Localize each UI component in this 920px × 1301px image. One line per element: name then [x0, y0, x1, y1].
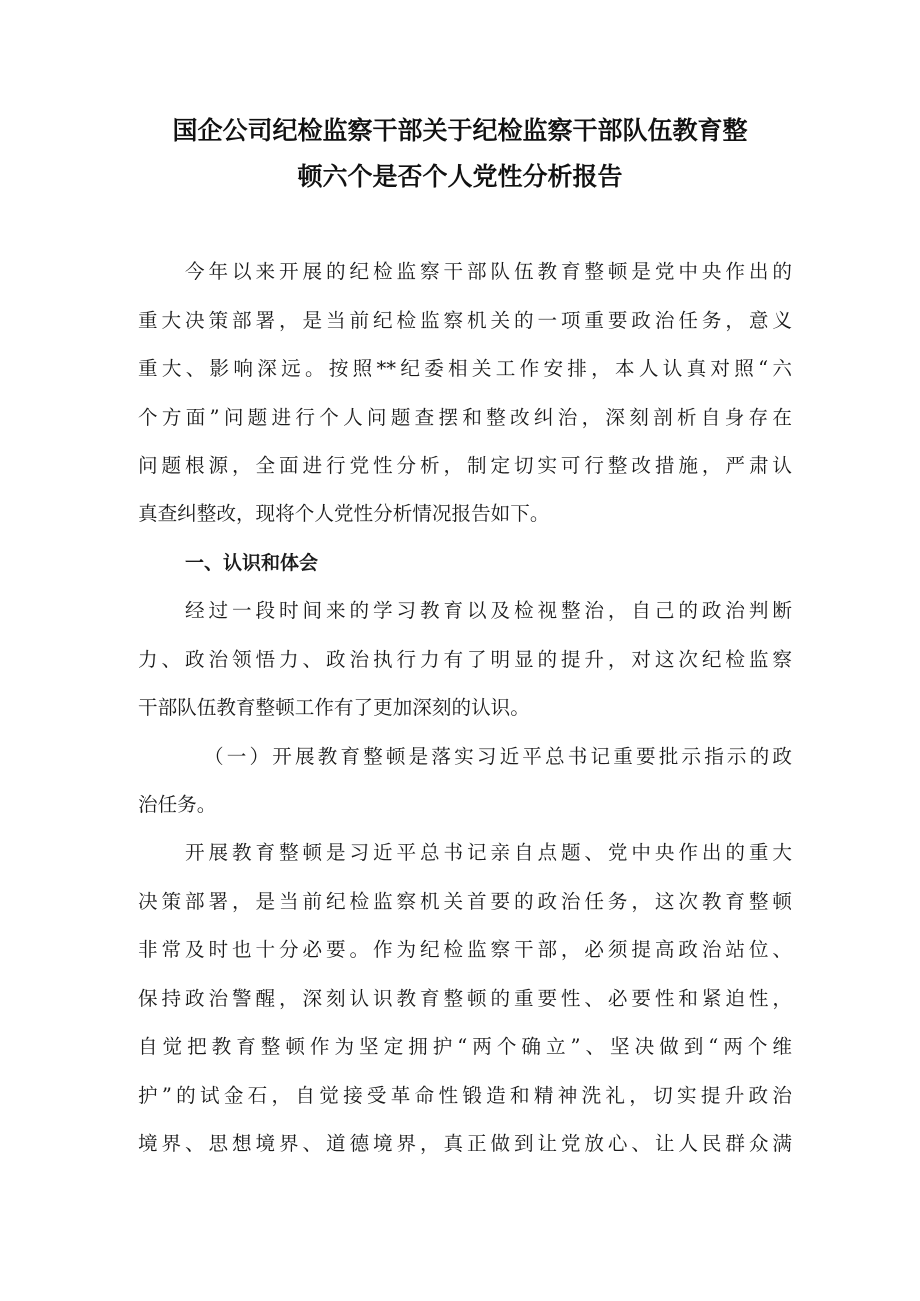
- body-line: 经过一段时间来的学习教育以及检视整治，自己的政治判断: [185, 599, 792, 622]
- title-line-1: 国企公司纪检监察干部关于纪检监察干部队伍教育整: [172, 116, 748, 145]
- subsection-heading-continued: 治任务。: [138, 793, 217, 816]
- body-line: 保持政治警醒，深刻认识教育整顿的重要性、必要性和紧迫性，: [138, 987, 792, 1010]
- body-line: 今年以来开展的纪检监察干部队伍教育整顿是党中央作出的: [185, 260, 792, 283]
- section-heading: 一、认识和体会: [185, 552, 319, 574]
- body-line: 开展教育整顿是习近平总书记亲自点题、党中央作出的重大: [185, 841, 792, 864]
- body-line: 护”的试金石，自觉接受革命性锻造和精神洗礼，切实提升政治: [138, 1084, 792, 1107]
- subsection-heading: （一）开展教育整顿是落实习近平总书记重要批示指示的政: [204, 745, 792, 768]
- body-line: 非常及时也十分必要。作为纪检监察干部，必须提高政治站位、: [138, 938, 792, 961]
- body-line: 个方面”问题进行个人问题查摆和整改纠治，深刻剖析自身存在: [138, 406, 792, 429]
- title-line-2: 顿六个是否个人党性分析报告: [297, 162, 623, 191]
- body-line: 干部队伍教育整顿工作有了更加深刻的认识。: [138, 696, 530, 719]
- body-line: 问题根源，全面进行党性分析，制定切实可行整改措施，严肃认: [138, 454, 792, 477]
- body-line: 力、政治领悟力、政治执行力有了明显的提升，对这次纪检监察: [138, 648, 792, 671]
- body-line: 境界、思想境界、道德境界，真正做到让党放心、让人民群众满: [138, 1132, 792, 1155]
- body-line: 重大、影响深远。按照**纪委相关工作安排，本人认真对照“六: [138, 357, 792, 380]
- body-line: 决策部署，是当前纪检监察机关首要的政治任务，这次教育整顿: [138, 890, 792, 913]
- body-line: 自觉把教育整顿作为坚定拥护“两个确立”、坚决做到“两个维: [138, 1035, 792, 1058]
- body-line: 重大决策部署，是当前纪检监察机关的一项重要政治任务，意义: [138, 309, 792, 332]
- body-line: 真查纠整改，现将个人党性分析情况报告如下。: [138, 502, 550, 525]
- document-title: [110, 108, 810, 200]
